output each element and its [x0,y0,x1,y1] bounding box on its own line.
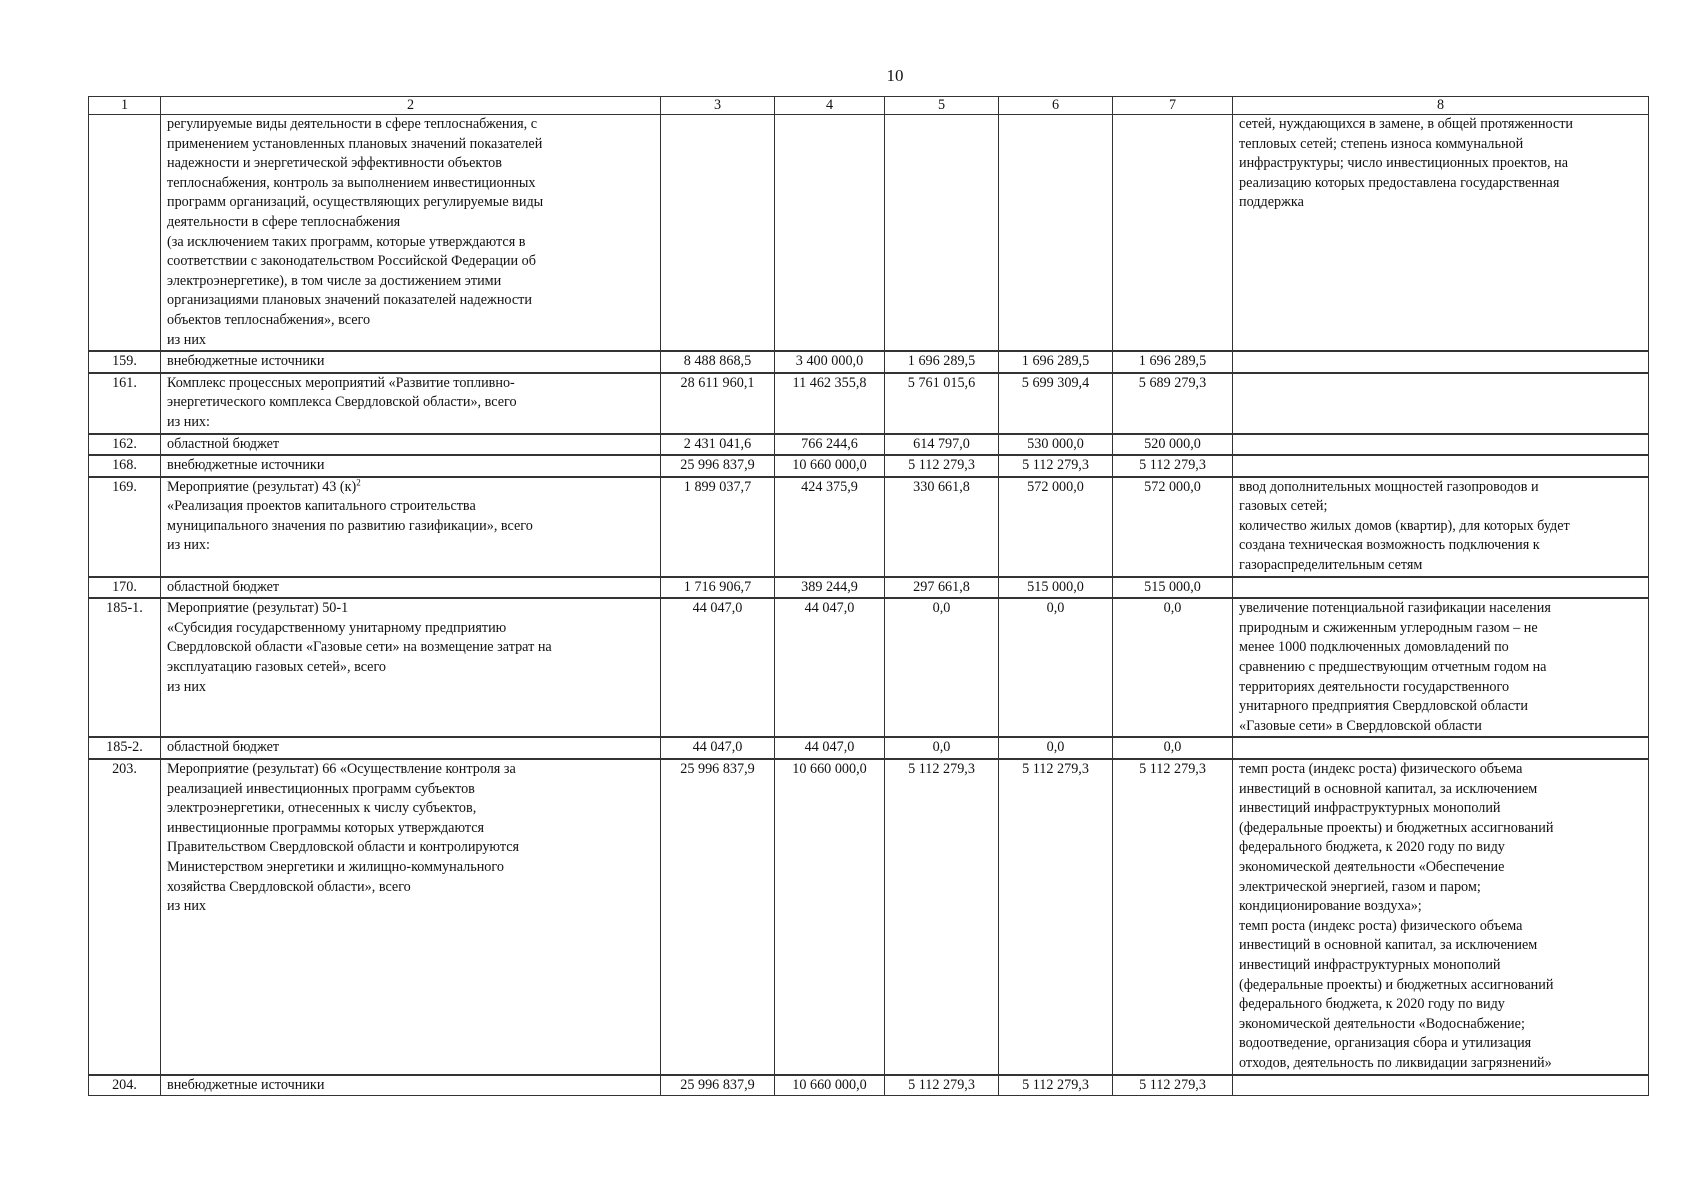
name-line-text: Комплекс процессных мероприятий «Развитие топливно- [167,374,515,391]
table-row [89,373,1649,434]
result-line: инвестиций в основной капитал, за исключением [1239,937,1538,954]
row-name [161,455,661,477]
amount-v6: 5 112 279,3 [999,455,1113,477]
name-line-text: электроэнергетики, отнесенных к числу субъектов, [167,800,477,817]
amount-v5: 330 661,8 [885,477,999,577]
name-line-text: областной бюджет [167,739,280,756]
row-result [1233,351,1649,373]
amount-v6: 5 699 309,4 [999,373,1113,434]
result-line: экономической деятельности «Обеспечение [1239,858,1505,875]
name-line [167,780,654,800]
row-number: 159. [89,351,161,373]
result-line: территориях деятельности государственного [1239,678,1510,695]
row-result [1233,115,1649,352]
table-row [89,759,1649,1075]
amount-v6: 5 112 279,3 [999,759,1113,1075]
result-line: сравнению с предшествующим отчетным годом на [1239,659,1547,676]
name-line [167,413,654,433]
row-number: 185-1. [89,598,161,737]
row-result [1233,577,1649,599]
amount-v4: 766 244,6 [775,434,885,456]
footnote-marker: 2 [356,476,361,487]
name-line-text: деятельности в сфере теплоснабжения [167,213,401,230]
name-line-text: реализацией инвестиционных программ субъектов [167,780,475,797]
name-line-text: из них [167,678,207,695]
row-name [161,598,661,737]
name-line [167,799,654,819]
name-line [167,678,654,698]
amount-v5: 297 661,8 [885,577,999,599]
name-line [167,193,654,213]
amount-v6: 530 000,0 [999,434,1113,456]
name-line [167,497,654,517]
name-line-text: Мероприятие (результат) 43 (к) [167,478,357,495]
result-line: менее 1000 подключенных домовладений по [1239,639,1509,656]
amount-v5: 5 112 279,3 [885,1075,999,1096]
amount-v5: 614 797,0 [885,434,999,456]
amount-v5 [885,115,999,352]
name-line-text: инвестиционные программы которых утверждаются [167,819,485,836]
result-line: природным и сжиженным углеродным газом – не [1239,619,1538,636]
name-line [167,536,654,556]
name-line [167,1076,654,1096]
name-line [167,878,654,898]
name-line [167,154,654,174]
name-line [167,272,654,292]
name-line-text: муниципального значения по развитию газификации», всего [167,517,533,534]
result-line: «Газовые сети» в Свердловской области [1239,717,1482,734]
amount-v7: 0,0 [1113,737,1233,759]
amount-v4: 44 047,0 [775,737,885,759]
result-line: водоотведение, организация сбора и утилизация [1239,1035,1532,1052]
row-number: 185-2. [89,737,161,759]
amount-v7: 515 000,0 [1113,577,1233,599]
amount-v4: 389 244,9 [775,577,885,599]
amount-v5: 5 112 279,3 [885,759,999,1075]
name-line-text: объектов теплоснабжения», всего [167,311,371,328]
result-line: экономической деятельности «Водоснабжение; [1239,1015,1525,1032]
name-line-text: Мероприятие (результат) 50-1 [167,600,349,617]
name-line [167,374,654,394]
amount-v5: 5 761 015,6 [885,373,999,434]
header-col-2: 2 [161,97,661,115]
name-line [167,897,654,917]
table-row [89,737,1649,759]
result-line: (федеральные проекты) и бюджетных ассигнований [1239,976,1554,993]
result-line: федерального бюджета, к 2020 году по виду [1239,839,1505,856]
name-line-text: электроэнергетике), в том числе за достижением этими [167,272,502,289]
table-row [89,455,1649,477]
table-row [89,1075,1649,1096]
row-number: 168. [89,455,161,477]
name-line-text: Мероприятие (результат) 66 «Осуществление контроля за [167,761,516,777]
amount-v5: 0,0 [885,598,999,737]
name-line [167,619,654,639]
name-line-text: (за исключением таких программ, которые утверждаются в [167,233,526,250]
amount-v7: 0,0 [1113,598,1233,737]
name-line [167,760,654,780]
name-line [167,311,654,331]
name-line [167,174,654,194]
row-result [1233,434,1649,456]
amount-v4: 424 375,9 [775,477,885,577]
amount-v5: 1 696 289,5 [885,351,999,373]
name-line [167,658,654,678]
result-line: темп роста (индекс роста) физического объема [1239,917,1523,934]
name-line-text: регулируемые виды деятельности в сфере теплоснабжения, с [167,116,537,132]
amount-v3: 1 716 906,7 [661,577,775,599]
header-col-6: 6 [999,97,1113,115]
name-line [167,352,654,372]
amount-v7: 5 112 279,3 [1113,759,1233,1075]
name-line [167,838,654,858]
table-row [89,351,1649,373]
name-line-text: хозяйства Свердловской области», всего [167,878,411,895]
result-line: создана техническая возможность подключения к [1239,537,1540,554]
row-name [161,1075,661,1096]
amount-v3: 25 996 837,9 [661,1075,775,1096]
result-line: инвестиций инфраструктурных монополий [1239,800,1501,817]
name-line [167,252,654,272]
amount-v7: 5 689 279,3 [1113,373,1233,434]
amount-v4: 10 660 000,0 [775,759,885,1075]
program-table [88,96,1649,1096]
result-line: инфраструктуры; число инвестиционных проектов, на [1239,155,1569,172]
row-result [1233,373,1649,434]
row-name [161,477,661,577]
result-line: федерального бюджета, к 2020 году по виду [1239,996,1505,1013]
result-line: унитарного предприятия Свердловской области [1239,698,1528,715]
name-line-text: из них [167,898,207,915]
result-line: газовых сетей; [1239,498,1328,515]
header-col-1: 1 [89,97,161,115]
table-row [89,115,1649,352]
result-line: отходов, деятельность по ликвидации загрязнений» [1239,1054,1552,1071]
row-number: 204. [89,1075,161,1096]
name-line-text: применением установленных плановых значений показателей [167,135,543,152]
amount-v5: 5 112 279,3 [885,455,999,477]
amount-v7: 520 000,0 [1113,434,1233,456]
result-line: количество жилых домов (квартир), для которых будет [1239,517,1570,534]
row-name [161,737,661,759]
amount-v3: 2 431 041,6 [661,434,775,456]
result-line: увеличение потенциальной газификации населения [1239,600,1551,617]
name-line [167,233,654,253]
amount-v4: 3 400 000,0 [775,351,885,373]
amount-v3 [661,115,775,352]
result-line: поддержка [1239,194,1304,211]
amount-v6: 5 112 279,3 [999,1075,1113,1096]
name-line-text: внебюджетные источники [167,353,325,370]
table-row [89,477,1649,577]
row-name [161,115,661,352]
amount-v3: 1 899 037,7 [661,477,775,577]
name-line-text: внебюджетные источники [167,457,325,474]
name-line-text: Правительством Свердловской области и контролируются [167,839,520,856]
row-name [161,351,661,373]
amount-v3: 44 047,0 [661,737,775,759]
row-result [1233,455,1649,477]
amount-v3: 25 996 837,9 [661,759,775,1075]
result-line: (федеральные проекты) и бюджетных ассигнований [1239,819,1554,836]
row-number: 170. [89,577,161,599]
name-line [167,135,654,155]
page-number: 10 [886,66,904,85]
name-line [167,819,654,839]
amount-v7: 572 000,0 [1113,477,1233,577]
row-name [161,373,661,434]
amount-v6: 515 000,0 [999,577,1113,599]
result-line: инвестиций в основной капитал, за исключением [1239,780,1538,797]
name-line-text: областной бюджет [167,578,280,595]
table-body [89,115,1649,1096]
name-line-text: внебюджетные источники [167,1076,325,1093]
result-line: газораспределительным сетям [1239,557,1423,574]
name-line [167,638,654,658]
amount-v6: 0,0 [999,737,1113,759]
row-number: 162. [89,434,161,456]
row-result [1233,598,1649,737]
row-name [161,434,661,456]
row-result [1233,759,1649,1075]
amount-v4 [775,115,885,352]
result-line: тепловых сетей; степень износа коммунальной [1239,135,1524,152]
name-line [167,517,654,537]
name-line-text: теплоснабжения, контроль за выполнением инвестиционных [167,174,536,191]
amount-v4: 44 047,0 [775,598,885,737]
amount-v6: 572 000,0 [999,477,1113,577]
result-line: кондиционирование воздуха»; [1239,898,1422,915]
result-line: реализацию которых предоставлена государственная [1239,174,1560,191]
amount-v4: 11 462 355,8 [775,373,885,434]
name-line [167,599,654,619]
row-name [161,577,661,599]
result-line: инвестиций инфраструктурных монополий [1239,956,1501,973]
name-line [167,331,654,351]
header-col-7: 7 [1113,97,1233,115]
row-number: 161. [89,373,161,434]
name-line [167,213,654,233]
table-row [89,434,1649,456]
amount-v3: 44 047,0 [661,598,775,737]
amount-v6 [999,115,1113,352]
amount-v7 [1113,115,1233,352]
name-line-text: надежности и энергетической эффективности объектов [167,155,502,172]
amount-v5: 0,0 [885,737,999,759]
name-line [167,578,654,598]
row-result [1233,477,1649,577]
result-line: сетей, нуждающихся в замене, в общей протяженности [1239,116,1574,132]
amount-v7: 5 112 279,3 [1113,455,1233,477]
amount-v3: 25 996 837,9 [661,455,775,477]
amount-v4: 10 660 000,0 [775,455,885,477]
name-line [167,393,654,413]
name-line-text: программ организаций, осуществляющих регулируемые виды [167,194,544,211]
header-col-4: 4 [775,97,885,115]
amount-v4: 10 660 000,0 [775,1075,885,1096]
name-line-text: «Субсидия государственному унитарному предприятию [167,619,507,636]
name-line-text: организациями плановых значений показателей надежности [167,292,532,309]
row-number: 203. [89,759,161,1075]
name-line [167,291,654,311]
row-result [1233,737,1649,759]
name-line [167,738,654,758]
header-col-3: 3 [661,97,775,115]
table-row [89,598,1649,737]
amount-v6: 0,0 [999,598,1113,737]
name-line [167,478,654,498]
name-line-text: эксплуатацию газовых сетей», всего [167,659,387,676]
name-line-text: из них: [167,537,210,554]
header-col-5: 5 [885,97,999,115]
name-line-text: Свердловской области «Газовые сети» на возмещение затрат на [167,639,552,656]
name-line [167,456,654,476]
name-line [167,115,654,135]
amount-v3: 8 488 868,5 [661,351,775,373]
amount-v7: 1 696 289,5 [1113,351,1233,373]
row-number: 169. [89,477,161,577]
name-line-text: областной бюджет [167,435,280,452]
name-line [167,858,654,878]
table-row [89,577,1649,599]
amount-v7: 5 112 279,3 [1113,1075,1233,1096]
header-row [89,97,1649,115]
amount-v6: 1 696 289,5 [999,351,1113,373]
name-line-text: Министерством энергетики и жилищно-коммунального [167,858,504,875]
header-col-8: 8 [1233,97,1649,115]
name-line-text: из них: [167,413,210,430]
name-line-text: энергетического комплекса Свердловской области», всего [167,394,517,411]
result-line: темп роста (индекс роста) физического объема [1239,761,1523,777]
name-line-text: соответствии с законодательством Российской Федерации об [167,253,536,270]
name-line [167,435,654,455]
row-result [1233,1075,1649,1096]
result-line: электрической энергией, газом и паром; [1239,878,1481,895]
name-line-text: «Реализация проектов капитального строительства [167,498,476,515]
row-name [161,759,661,1075]
amount-v3: 28 611 960,1 [661,373,775,434]
result-line: ввод дополнительных мощностей газопроводов и [1239,478,1539,495]
row-number [89,115,161,352]
name-line-text: из них [167,331,207,348]
